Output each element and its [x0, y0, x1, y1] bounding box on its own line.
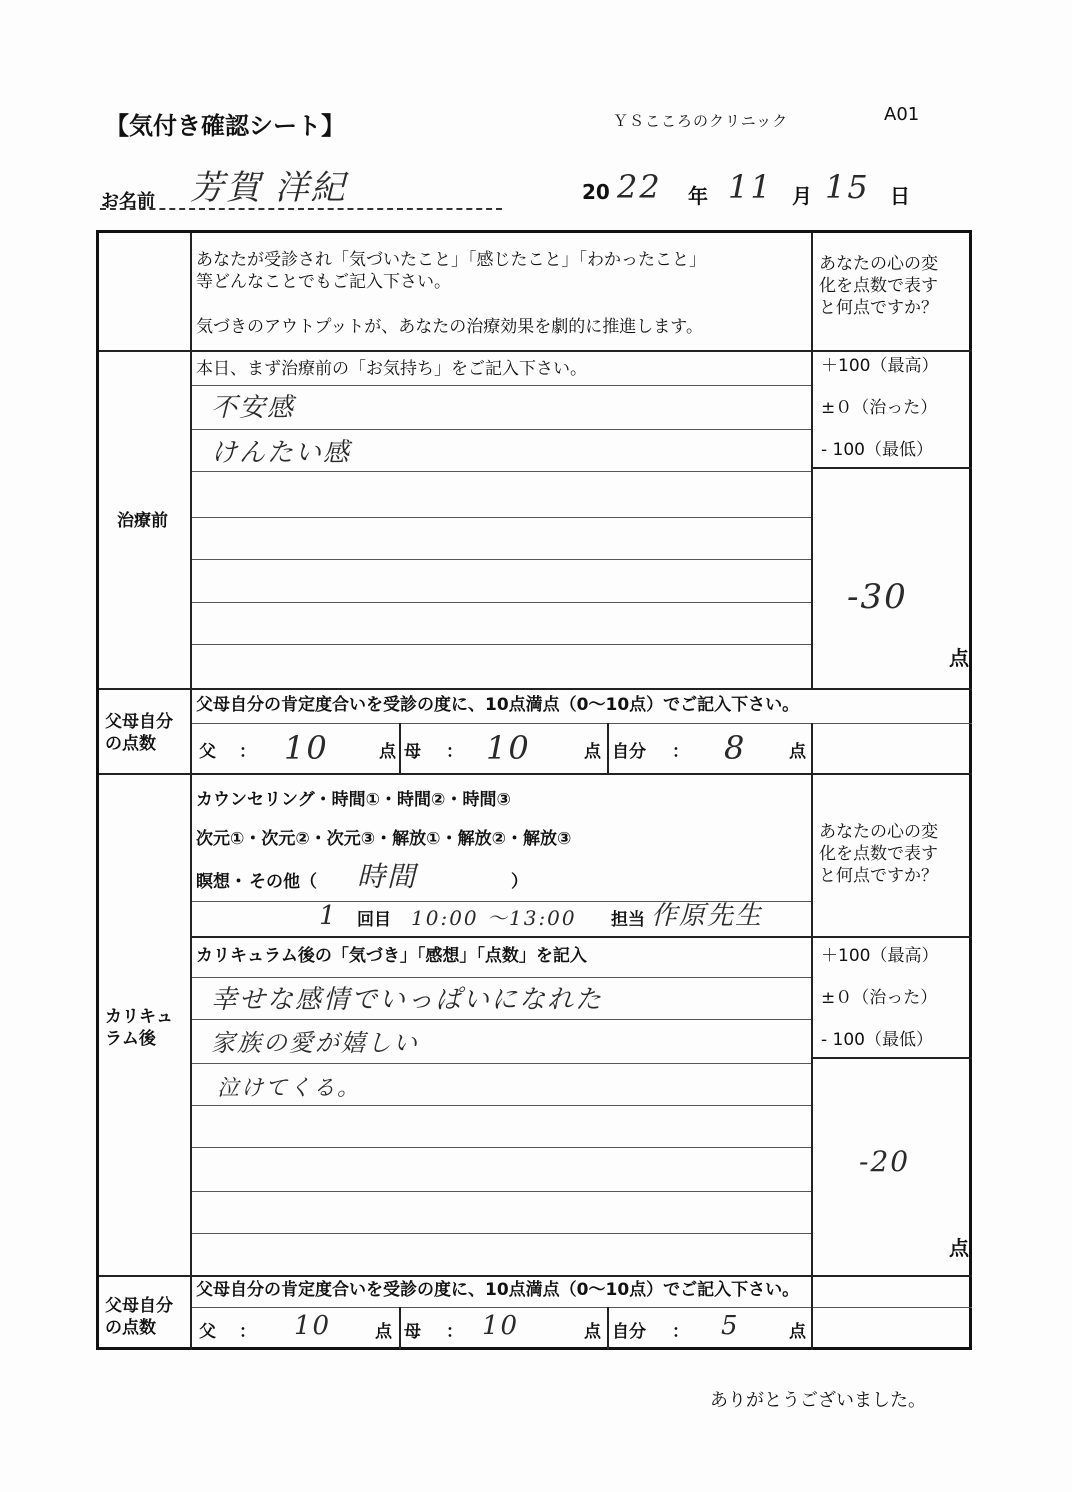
parents2-inner-divider — [192, 1307, 972, 1308]
parents1-father-score[interactable]: 10 — [284, 729, 329, 767]
scale-high-b: ＋100（最高） — [821, 946, 939, 966]
curriculum-line-3b: その他（ — [249, 872, 317, 892]
parents1-col-divider — [399, 723, 401, 773]
curriculum-line-1: カウンセリング・時間①・時間②・時間③ — [196, 790, 511, 810]
parents1-mother-label: 母 — [404, 742, 421, 762]
session-count-field[interactable]: 1 — [319, 901, 338, 931]
parents1-inner-divider — [192, 723, 972, 724]
scale-divider-b — [811, 1057, 972, 1059]
score-question-b-1: あなたの心の変 — [819, 822, 938, 842]
rule-line — [192, 1191, 811, 1192]
curriculum-other-field[interactable]: 時間 — [357, 860, 418, 893]
parents2-self-unit: 点 — [789, 1322, 806, 1342]
after-divider — [99, 1275, 972, 1277]
staff-name-field[interactable]: 作原先生 — [651, 901, 764, 931]
parents1-instruction: 父母自分の肯定度合いを受診の度に、10点満点（0〜10点）でご記入下さい。 — [196, 695, 800, 715]
curriculum-line-3c: ） — [511, 872, 528, 892]
parents2-father-unit: 点 — [375, 1322, 392, 1342]
parents2-mother-label: 母 — [404, 1322, 421, 1342]
date-month-field[interactable]: 11 — [728, 168, 773, 206]
scale-mid: ±０（治った） — [821, 398, 938, 418]
parents2-mother-score[interactable]: 10 — [482, 1311, 520, 1341]
parents1-father-colon: ： — [239, 742, 256, 762]
date-day-unit: 日 — [890, 184, 910, 208]
date-year-unit: 年 — [688, 184, 708, 208]
before-label: 治療前 — [117, 511, 168, 531]
rule-line — [192, 471, 811, 472]
curriculum-divider — [192, 936, 972, 938]
thanks-message: ありがとうございました。 — [710, 1390, 926, 1411]
parents2-father-label: 父 — [199, 1322, 216, 1342]
label-column-divider — [190, 233, 192, 1350]
rule-line — [192, 977, 811, 978]
after-prompt: カリキュラム後の「気づき」「感想」「点数」を記入 — [196, 946, 587, 966]
date-era-prefix: 20 — [582, 180, 610, 204]
score-question-b-2: 化を点数で表す — [819, 844, 938, 864]
parents1-label-line2: の点数 — [105, 734, 156, 754]
score-question-b-3: と何点ですか？ — [819, 866, 938, 886]
parents1-mother-colon: ： — [446, 742, 463, 762]
score-column-divider-bottom — [811, 775, 813, 1308]
parents2-col-divider — [399, 1307, 401, 1350]
rule-line — [192, 1233, 811, 1234]
curriculum-line-2: 次元①・次元②・次元③・解放①・解放②・解放③ — [196, 829, 572, 849]
rule-line — [192, 429, 811, 430]
score-question-3: と何点ですか？ — [819, 298, 938, 318]
scale-low-b: - 100（最低） — [821, 1030, 933, 1050]
parents2-mother-colon: ： — [446, 1322, 463, 1342]
parents2-self-colon: ： — [672, 1322, 689, 1342]
after-entry-3[interactable]: 泣けてくる。 — [217, 1076, 362, 1101]
parents1-self-label: 自分 — [612, 742, 646, 762]
score-question-2: 化を点数で表す — [819, 276, 938, 296]
rule-line — [192, 1019, 811, 1020]
before-entry-2[interactable]: けんたい感 — [211, 438, 352, 468]
after-entry-1[interactable]: 幸せな感情でいっぱいになれた — [211, 985, 604, 1015]
rule-line — [192, 1105, 811, 1106]
date-month-unit: 月 — [792, 184, 812, 208]
before-divider — [99, 688, 972, 690]
scale-divider — [811, 467, 972, 469]
rule-line — [192, 517, 811, 518]
rule-line — [192, 602, 811, 603]
scale-high: ＋100（最高） — [821, 356, 939, 376]
staff-label: 担当 — [611, 910, 645, 930]
sheet-title: 【気付き確認シート】 — [105, 112, 345, 140]
before-score-field[interactable]: -30 — [847, 577, 908, 617]
before-entry-1[interactable]: 不安感 — [211, 393, 296, 423]
clinic-name: ＹＳこころのクリニック — [613, 112, 789, 130]
rule-line — [192, 1063, 811, 1064]
before-score-unit: 点 — [949, 646, 969, 670]
parents2-mother-unit: 点 — [584, 1322, 601, 1342]
parents2-label-line2: の点数 — [105, 1318, 156, 1338]
curriculum-label-line2: ラム後 — [105, 1029, 156, 1049]
name-field[interactable]: 芳賀 洋紀 — [190, 168, 347, 208]
parents2-self-score[interactable]: 5 — [721, 1311, 740, 1341]
after-score-unit: 点 — [949, 1236, 969, 1260]
parents1-mother-unit: 点 — [584, 742, 601, 762]
parents2-col-divider — [607, 1307, 609, 1350]
parents1-divider — [99, 773, 972, 775]
intro-line-2: 等どんなことでもご記入下さい。 — [196, 272, 451, 292]
intro-divider — [99, 350, 972, 352]
sheet-code: A01 — [884, 104, 920, 125]
score-column-divider-top — [811, 233, 813, 688]
parents1-col-divider — [811, 723, 813, 773]
after-score-field[interactable]: -20 — [859, 1145, 911, 1178]
session-count-label: 回目 — [357, 910, 391, 930]
parents1-label-line1: 父母自分 — [105, 712, 173, 732]
rule-line — [192, 559, 811, 560]
before-prompt: 本日、まず治療前の「お気持ち」をご記入下さい。 — [196, 359, 587, 379]
name-label: お名前 — [101, 191, 155, 212]
scale-low: - 100（最低） — [821, 440, 933, 460]
name-underline — [100, 208, 502, 210]
intro-line-3: 気づきのアウトプットが、あなたの治療効果を劇的に推進します。 — [196, 317, 703, 337]
session-time-field[interactable]: 10:00 〜13:00 — [411, 906, 577, 930]
parents2-instruction: 父母自分の肯定度合いを受診の度に、10点満点（0〜10点）でご記入下さい。 — [196, 1280, 800, 1300]
parents2-father-score[interactable]: 10 — [294, 1311, 332, 1341]
feedback-form — [96, 230, 972, 1350]
curriculum-line-3a: 瞑想・ — [196, 872, 247, 892]
parents1-self-score[interactable]: 8 — [724, 729, 747, 767]
parents1-self-unit: 点 — [789, 742, 806, 762]
curriculum-label-line1: カリキュ — [105, 1007, 173, 1027]
rule-line — [192, 385, 811, 386]
parents2-self-label: 自分 — [612, 1322, 646, 1342]
parents1-father-unit: 点 — [379, 742, 396, 762]
rule-line — [192, 644, 811, 645]
date-day-field[interactable]: 15 — [825, 168, 870, 206]
parents1-self-colon: ： — [672, 742, 689, 762]
rule-line — [192, 1147, 811, 1148]
parents2-father-colon: ： — [239, 1322, 256, 1342]
parents1-mother-score[interactable]: 10 — [486, 729, 531, 767]
after-entry-2[interactable]: 家族の愛が嬉しい — [211, 1029, 419, 1057]
parents2-col-divider — [811, 1307, 813, 1350]
intro-line-1: あなたが受診され「気づいたこと」「感じたこと」「わかったこと」 — [196, 250, 706, 270]
scale-mid-b: ±０（治った） — [821, 988, 938, 1008]
date-year-field[interactable]: 22 — [617, 168, 662, 206]
score-question-1: あなたの心の変 — [819, 254, 938, 274]
parents1-father-label: 父 — [199, 742, 216, 762]
parents1-col-divider — [607, 723, 609, 773]
parents2-label-line1: 父母自分 — [105, 1296, 173, 1316]
